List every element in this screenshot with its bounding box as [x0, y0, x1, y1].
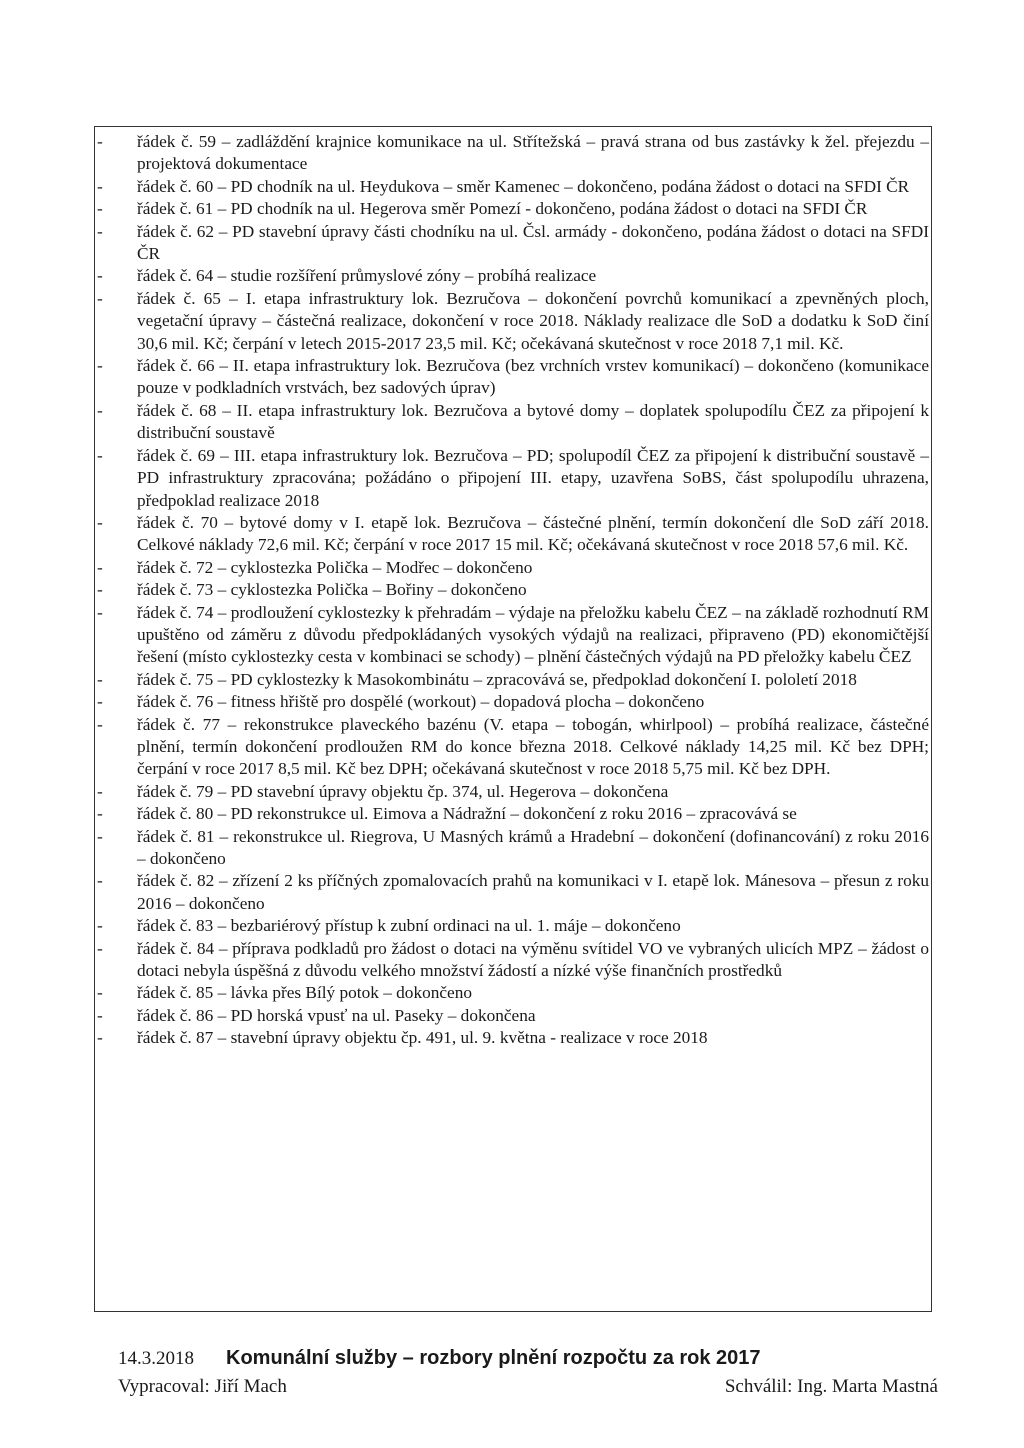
list-item-text: řádek č. 72 – cyklostezka Polička – Modřec – dokončeno — [137, 557, 533, 577]
list-item — [97, 781, 929, 803]
list-item-text: řádek č. 86 – PD horská vpusť na ul. Paseky – dokončena — [137, 1005, 536, 1025]
list-item-text: řádek č. 64 – studie rozšíření průmyslové zóny – probíhá realizace — [137, 266, 597, 286]
list-item-text: řádek č. 81 – rekonstrukce ul. Riegrova, U Masných krámů a Hradební – dokončení (dofinancování) z roku 2016 – dokončeno — [137, 826, 929, 868]
list-item — [97, 826, 929, 871]
list-bullet: - — [97, 288, 103, 308]
list-bullet: - — [97, 557, 103, 577]
list-item — [97, 579, 929, 601]
list-bullet: - — [97, 916, 103, 936]
list-item — [97, 131, 929, 176]
list-bullet: - — [97, 983, 103, 1003]
list-bullet: - — [97, 826, 103, 846]
list-bullet: - — [97, 176, 103, 196]
list-item — [97, 915, 929, 937]
list-bullet: - — [97, 266, 103, 286]
list-item-text: řádek č. 80 – PD rekonstrukce ul. Eimova a Nádražní – dokončení z roku 2016 – zpracovává se — [137, 804, 797, 824]
footer-title: Komunální služby – rozbory plnění rozpočtu za rok 2017 — [226, 1347, 761, 1369]
list-bullet: - — [97, 199, 103, 219]
list-item — [97, 198, 929, 220]
list-item — [97, 669, 929, 691]
list-bullet: - — [97, 804, 103, 824]
list-item — [97, 982, 929, 1004]
list-item — [97, 355, 929, 400]
list-bullet: - — [97, 400, 103, 420]
approved-by: Schválil: Ing. Marta Mastná — [724, 1376, 938, 1397]
list-item-text: řádek č. 76 – fitness hřiště pro dospělé (workout) – dopadová plocha – dokončeno — [137, 692, 705, 712]
list-bullet: - — [97, 669, 103, 689]
list-item — [97, 557, 929, 579]
list-item-text: řádek č. 69 – III. etapa infrastruktury lok. Bezručova – PD; spolupodíl ČEZ za připojení k distribuční soustavě – PD infrastruktury zpracována; požádáno o připojení III. etapy, uzavřena SoBS, část spolupodílu uhrazena, předpoklad realizace 2018 — [137, 445, 929, 510]
list-item-text: řádek č. 77 – rekonstrukce plaveckého bazénu (V. etapa – tobogán, whirlpool) – probíhá realizace, částečné plnění, termín dokončení prodloužen RM do konce března 2018. Celkové náklady 14,25 mil. Kč bez DPH; čerpání v roce 2017 8,5 mil. Kč bez DPH; očekávaná skutečnost v roce 2018 5,75 mil. Kč bez DPH. — [137, 714, 929, 779]
prepared-by: Vypracoval: Jiří Mach — [118, 1376, 287, 1397]
list-item-text: řádek č. 87 – stavební úpravy objektu čp. 491, ul. 9. května - realizace v roce 2018 — [137, 1028, 708, 1048]
list-bullet: - — [97, 580, 103, 600]
list-bullet: - — [97, 692, 103, 712]
list-item — [97, 512, 929, 557]
list-bullet: - — [97, 938, 103, 958]
list-item — [97, 400, 929, 445]
list-item — [97, 176, 929, 198]
list-bullet: - — [97, 1028, 103, 1048]
list-item — [97, 1027, 929, 1049]
list-item-text: řádek č. 68 – II. etapa infrastruktury lok. Bezručova a bytové domy – doplatek spolupodílu ČEZ za připojení k distribuční soustavě — [137, 400, 929, 443]
list-bullet: - — [97, 445, 103, 465]
list-item — [97, 691, 929, 713]
footer-date: 14.3.2018 — [118, 1348, 194, 1369]
list-item-text: řádek č. 82 – zřízení 2 ks příčných zpomalovacích prahů na komunikaci v I. etapě lok. Mánesova – přesun z roku 2016 – dokončeno — [137, 871, 929, 913]
list-item-text: řádek č. 62 – PD stavební úpravy části chodníku na ul. Čsl. armády - dokončeno, podána žádost o dotaci na SFDI ČR — [137, 221, 929, 264]
list-item-text: řádek č. 85 – lávka přes Bílý potok – dokončeno — [137, 983, 472, 1003]
list-bullet: - — [97, 781, 103, 801]
list-bullet: - — [97, 221, 103, 241]
list-item-text: řádek č. 74 – prodloužení cyklostezky k přehradám – výdaje na přeložku kabelu ČEZ – na základě rozhodnutí RM upuštěno od záměru z důvodu předpokládaných vysokých výdajů na realizaci, připraveno (PD) ekonomičtější řešení (místo cyklostezky cesta v kombinaci se schody) – plnění částečných výdajů na PD přeložky kabelu ČEZ — [137, 602, 929, 667]
list-item-text: řádek č. 75 – PD cyklostezky k Masokombinátu – zpracovává se, předpoklad dokončení I. pololetí 2018 — [137, 669, 857, 689]
list-bullet: - — [97, 356, 103, 376]
list-item-text: řádek č. 59 – zadláždění krajnice komunikace na ul. Střítežská – pravá strana od bus zastávky k žel. přejezdu – projektová dokumentace — [137, 132, 929, 174]
list-item-text: řádek č. 65 – I. etapa infrastruktury lok. Bezručova – dokončení povrchů komunikací a zpevněných ploch, vegetační úpravy – částečná realizace, dokončení v roce 2018. Náklady realizace dle SoD a dodatku k SoD činí 30,6 mil. Kč; čerpání v letech 2015-2017 23,5 mil. Kč; očekávaná skutečnost v roce 2018 7,1 mil. Kč. — [137, 288, 929, 353]
footer-signatures — [118, 1376, 938, 1398]
list-item-text: řádek č. 73 – cyklostezka Polička – Bořiny – dokončeno — [137, 580, 527, 600]
list-item — [97, 602, 929, 669]
list-bullet: - — [97, 871, 103, 891]
list-bullet: - — [97, 1005, 103, 1025]
list-item — [97, 938, 929, 983]
list-item — [97, 265, 929, 287]
list-item-text: řádek č. 84 – příprava podkladů pro žádost o dotaci na výměnu svítidel VO ve vybraných ulicích MPZ – žádost o dotaci nebyla úspěšná z důvodu velkého množství žádostí a nízké výše finančních prostředků — [137, 938, 929, 981]
list-item-text: řádek č. 79 – PD stavební úpravy objektu čp. 374, ul. Hegerova – dokončena — [137, 781, 669, 801]
list-bullet: - — [97, 512, 103, 532]
budget-item-list — [97, 131, 929, 1050]
list-item-text: řádek č. 83 – bezbariérový přístup k zubní ordinaci na ul. 1. máje – dokončeno — [137, 916, 681, 936]
list-bullet: - — [97, 132, 103, 151]
footer-heading — [118, 1347, 938, 1370]
list-item-text: řádek č. 61 – PD chodník na ul. Hegerova směr Pomezí - dokončeno, podána žádost o dotaci na SFDI ČR — [137, 199, 868, 219]
list-bullet: - — [97, 714, 103, 734]
list-item — [97, 445, 929, 512]
list-item — [97, 221, 929, 266]
list-bullet: - — [97, 602, 103, 622]
list-item — [97, 288, 929, 355]
list-item-text: řádek č. 70 – bytové domy v I. etapě lok. Bezručova – částečné plnění, termín dokončení dle SoD září 2018. Celkové náklady 72,6 mil. Kč; čerpání v roce 2017 15 mil. Kč; očekávaná skutečnost v roce 2018 57,6 mil. Kč. — [137, 512, 929, 555]
list-item-text: řádek č. 60 – PD chodník na ul. Heydukova – směr Kamenec – dokončeno, podána žádost o dotaci na SFDI ČR — [137, 176, 910, 196]
list-item-text: řádek č. 66 – II. etapa infrastruktury lok. Bezručova (bez vrchních vrstev komunikací) – dokončeno (komunikace pouze v podkladních vrstvách, bez sadových úprav) — [137, 356, 929, 398]
list-item — [97, 714, 929, 781]
list-item — [97, 803, 929, 825]
list-item — [97, 1005, 929, 1027]
list-item — [97, 870, 929, 915]
